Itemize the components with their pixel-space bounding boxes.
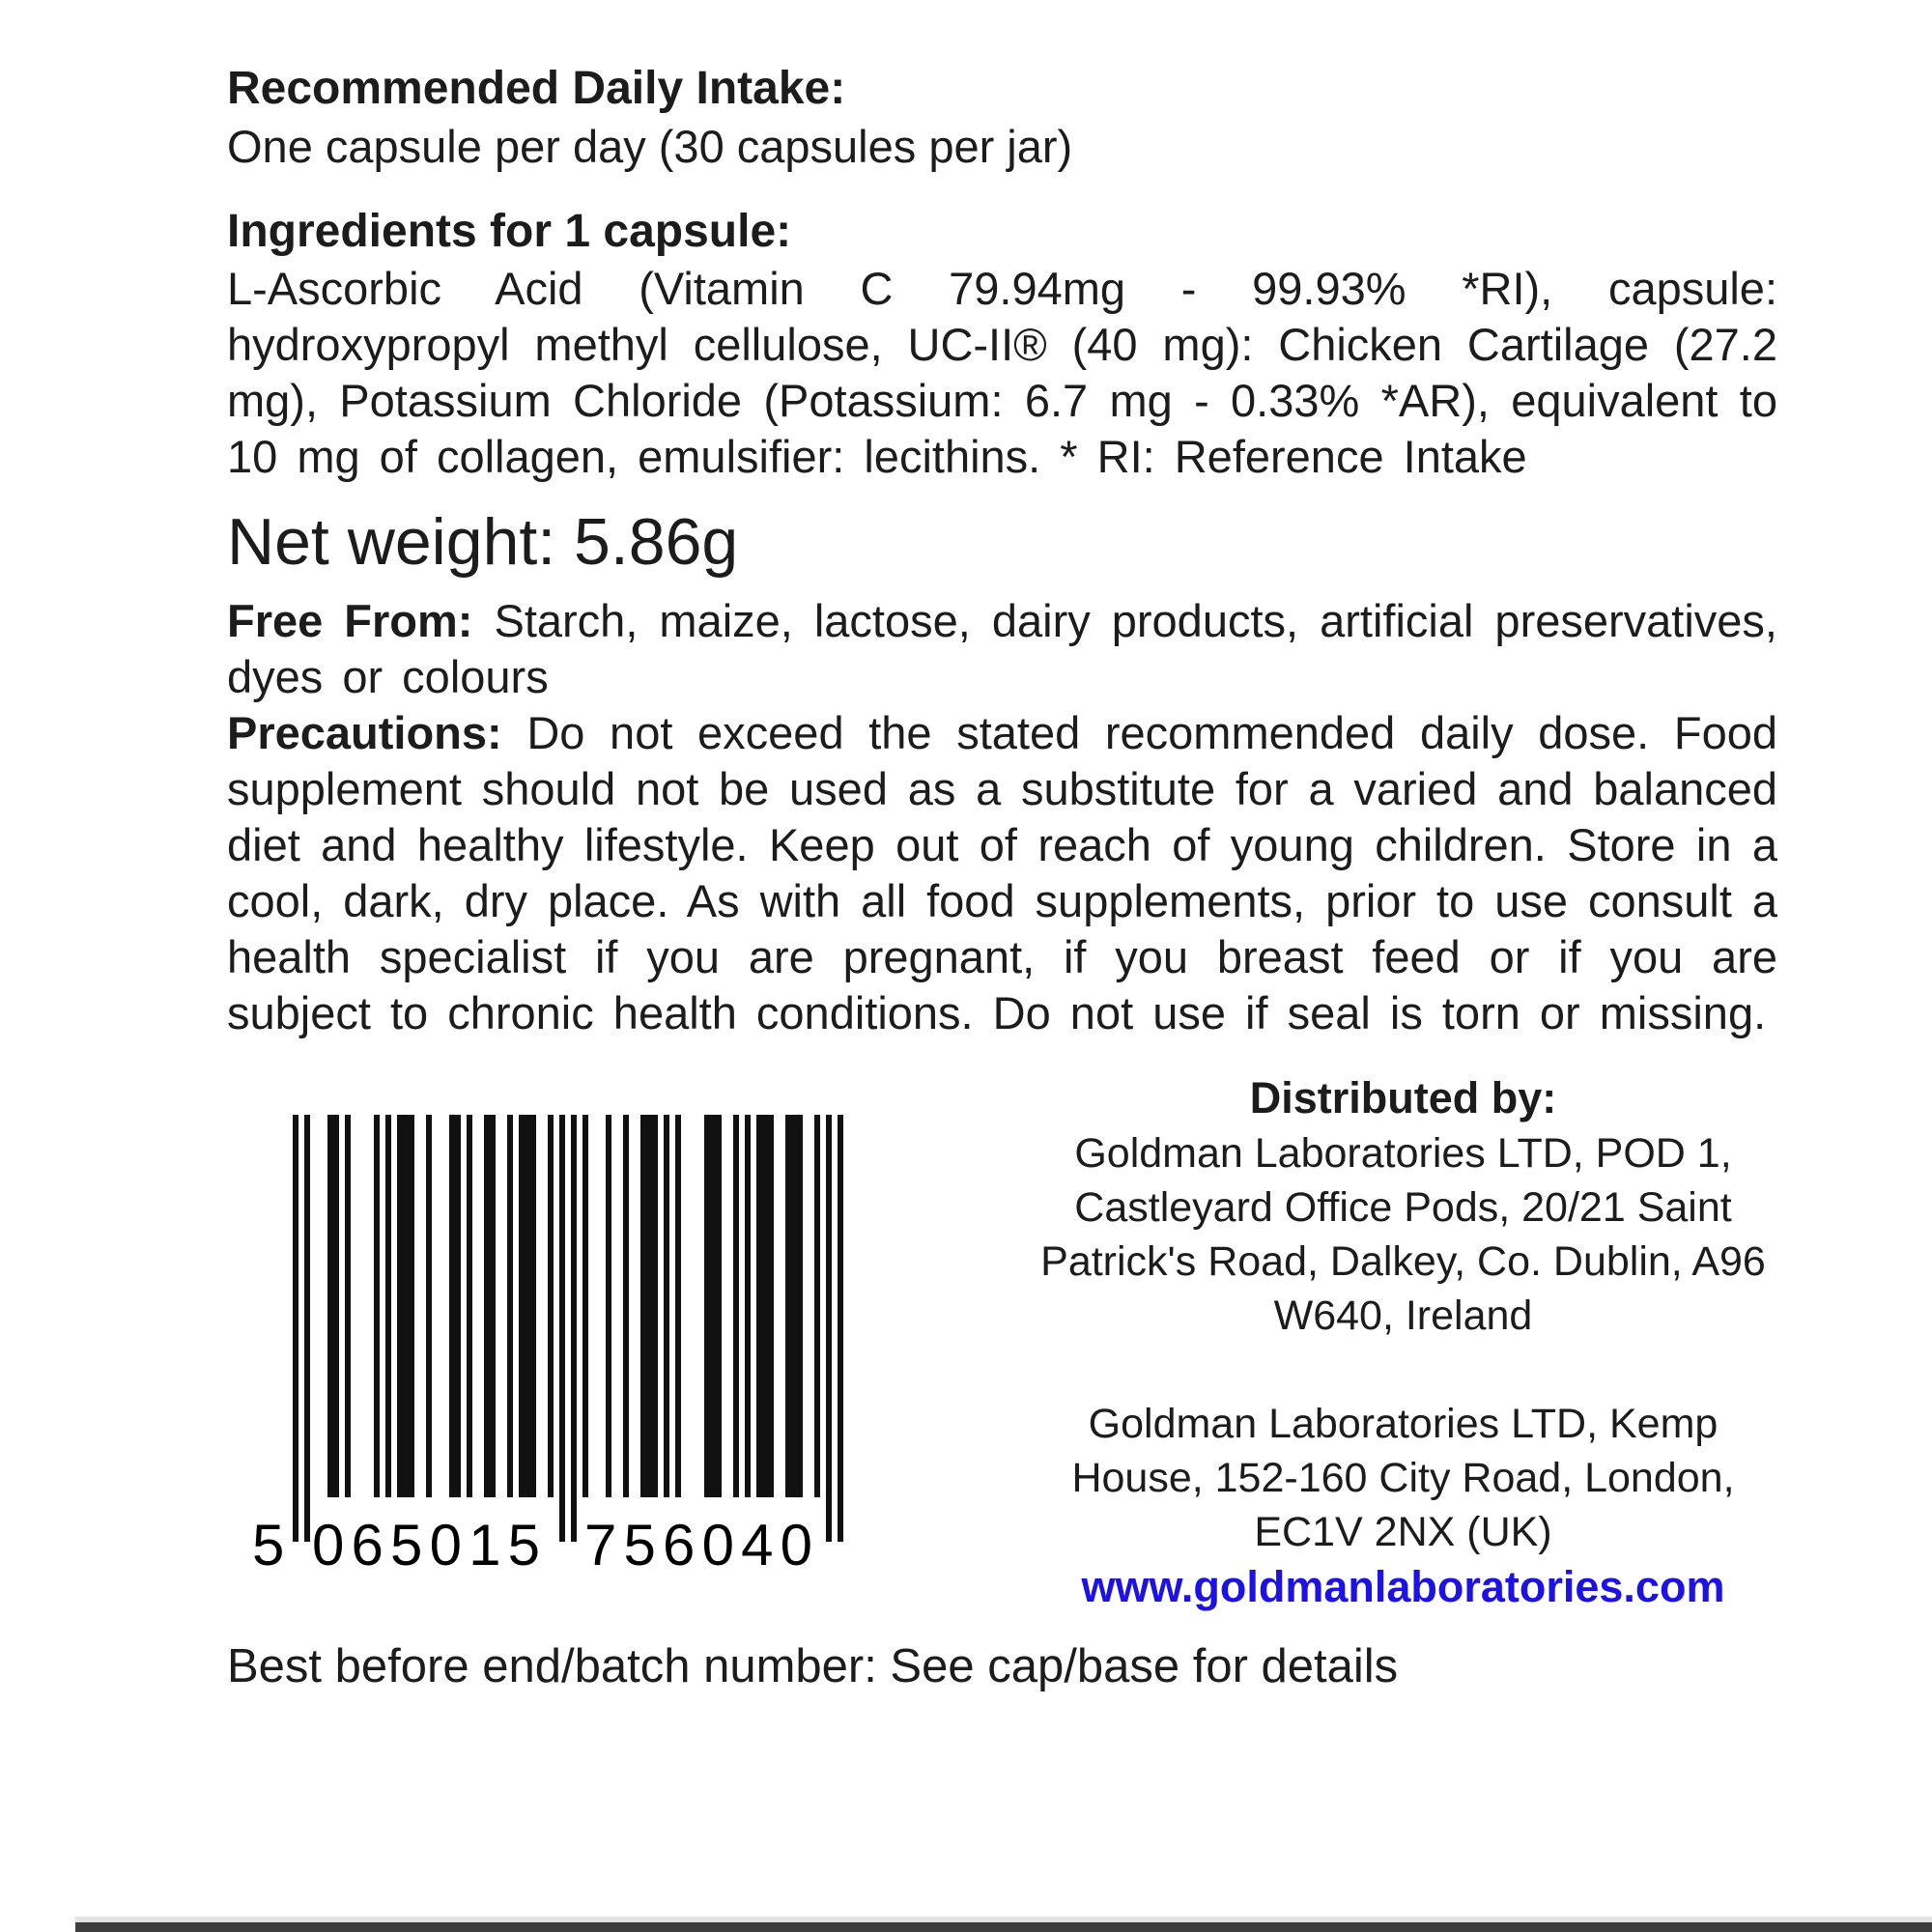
barcode-digits-right: 756040 xyxy=(584,1513,812,1577)
precautions-paragraph xyxy=(227,705,1777,1041)
distributor-info xyxy=(1029,1070,1777,1615)
net-weight: Net weight: 5.86g xyxy=(227,505,739,579)
barcode-digits-left: 065015 xyxy=(312,1513,540,1577)
bottom-edge-bar xyxy=(75,1922,1932,1932)
bottom-section xyxy=(227,1070,1777,1615)
precautions-text: Do not exceed the stated recommended daily dose. Food supplement should not be used as a substitute for a varied and balanced diet and healthy lifestyle. Keep out of reach of young children. Store in a cool, dark, dry place. As with all food supplements, prior to use consult a health specialist if you are pregnant, if you breast feed or if you are subject to chronic health conditions. Do not use if seal is torn or missing. xyxy=(227,707,1777,1038)
ingredients-heading: Ingredients for 1 capsule: xyxy=(227,206,792,257)
rdi-heading: Recommended Daily Intake: xyxy=(227,63,846,114)
website-link: www.goldmanlaboratories.com xyxy=(1081,1562,1725,1611)
free-from-text: Starch, maize, lactose, dairy products, artificial preservatives, dyes or colours xyxy=(227,595,1777,702)
barcode-digit-system: 5 xyxy=(252,1513,285,1577)
rdi-text: One capsule per day (30 capsules per jar) xyxy=(227,121,1073,172)
ingredients-text: L-Ascorbic Acid (Vitamin C 79.94mg - 99.93% *RI), capsule: hydroxypropyl methyl cellulose, UC-II® (40 mg): Chicken Cartilage (27.2 mg), Potassium Chloride (Potassium: 6.7 mg - 0.33% *AR), equivalent to 10 mg of collagen, emulsifier: lecithins. * RI: Reference Intake xyxy=(227,263,1777,482)
distributed-by-heading: Distributed by: xyxy=(1249,1073,1557,1122)
barcode-graphic xyxy=(242,1115,861,1577)
ean13-barcode xyxy=(242,1115,861,1581)
free-from-paragraph xyxy=(227,593,1777,705)
distributor-address-uk: Goldman Laboratories LTD, Kemp House, 152-160 City Road, London, EC1V 2NX (UK) xyxy=(1071,1401,1735,1555)
label-content xyxy=(227,60,1777,1696)
precautions-label: Precautions: xyxy=(227,707,502,758)
distributor-address-ireland: Goldman Laboratories LTD, POD 1, Castleyard Office Pods, 20/21 Saint Patrick's Road, Dalkey, Co. Dublin, A96 W640, Ireland xyxy=(1040,1130,1766,1339)
free-from-label: Free From: xyxy=(227,595,473,646)
best-before-text: Best before end/batch number: See cap/base for details xyxy=(227,1640,1399,1692)
label-bottom-edge xyxy=(75,1917,1932,1932)
